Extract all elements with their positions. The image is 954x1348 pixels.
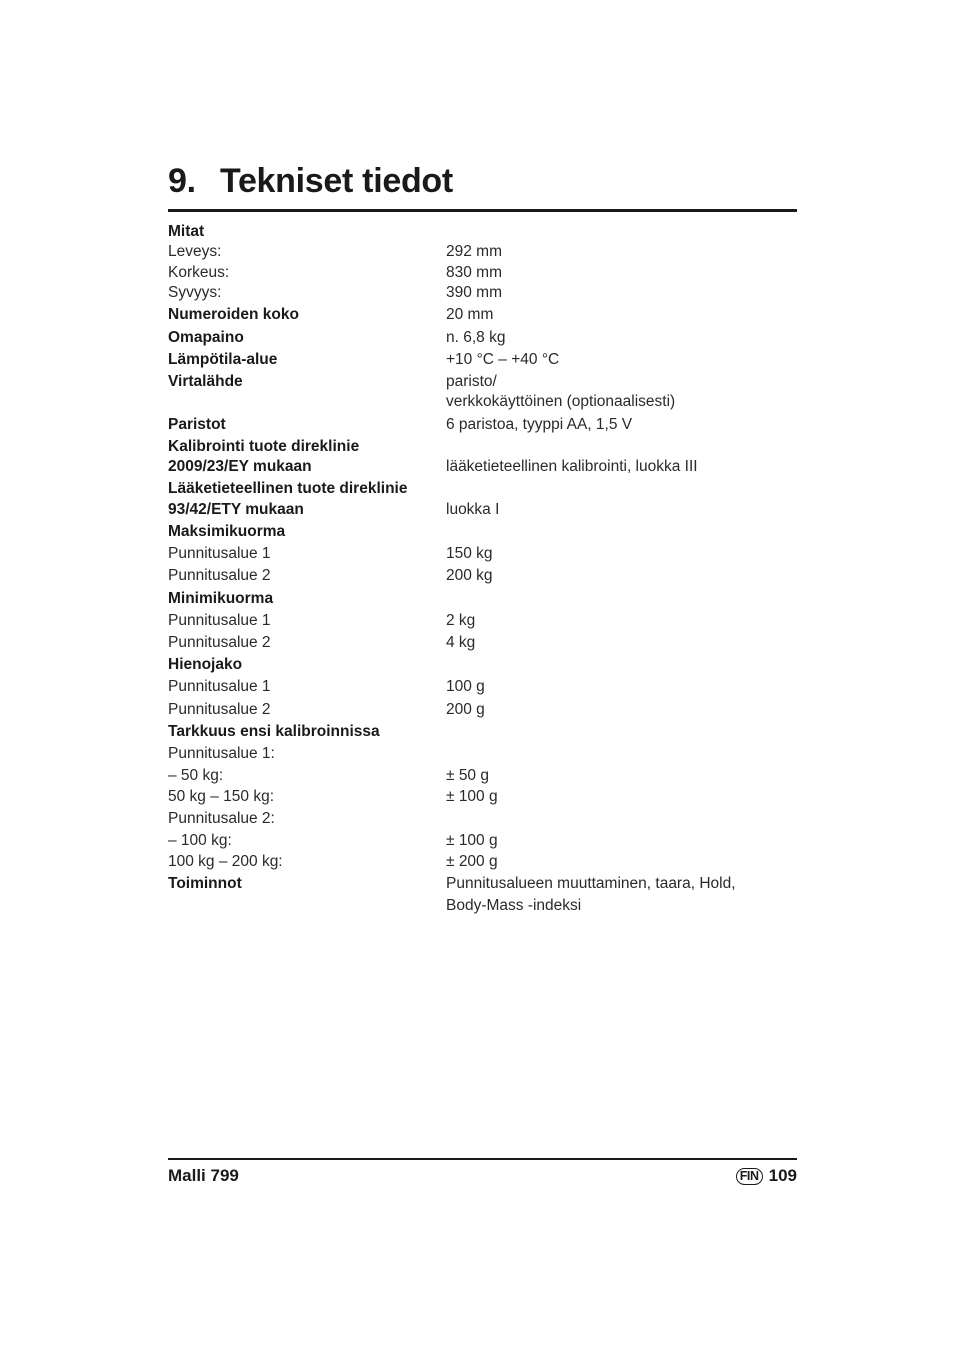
spec-row — [168, 544, 797, 564]
spec-label: 93/42/ETY mukaan — [168, 500, 304, 518]
spec-row — [168, 809, 797, 829]
spec-label: Punnitusalue 2: — [168, 809, 275, 827]
spec-value: 830 mm — [446, 263, 502, 281]
spec-label: 2009/23/EY mukaan — [168, 458, 312, 476]
spec-label: Korkeus: — [168, 263, 230, 281]
page-title — [168, 162, 453, 201]
spec-row — [168, 787, 797, 807]
spec-value: 4 kg — [446, 634, 476, 652]
spec-label: – 50 kg: — [168, 767, 224, 785]
spec-row — [168, 222, 797, 242]
spec-row — [168, 766, 797, 786]
spec-value: 390 mm — [446, 284, 502, 302]
spec-value — [446, 655, 797, 675]
spec-row — [168, 744, 797, 764]
spec-value: 20 mm — [446, 306, 494, 324]
spec-row — [168, 328, 797, 348]
spec-label: Maksimikuorma — [168, 523, 286, 541]
spec-label — [168, 392, 446, 412]
spec-row — [168, 415, 797, 435]
spec-value: ± 200 g — [446, 852, 498, 870]
spec-label: Punnitusalue 2 — [168, 567, 271, 585]
spec-value: 200 kg — [446, 567, 493, 585]
spec-value: Body-Mass -indeksi — [446, 896, 582, 914]
spec-row — [168, 633, 797, 653]
spec-value: ± 50 g — [446, 767, 489, 785]
spec-value: paristo/ — [446, 373, 497, 391]
language-badge: FIN — [736, 1168, 763, 1185]
spec-value — [446, 809, 797, 829]
spec-label: Paristot — [168, 415, 226, 433]
spec-value — [446, 437, 797, 457]
spec-row — [168, 677, 797, 697]
section-number: 9. — [168, 162, 196, 200]
spec-row — [168, 831, 797, 851]
spec-row — [168, 437, 797, 457]
spec-value: lääketieteellinen kalibrointi, luokka III — [446, 458, 698, 476]
model-name: Malli 799 — [168, 1166, 239, 1185]
spec-row — [168, 896, 797, 916]
spec-row — [168, 305, 797, 325]
spec-label: Kalibrointi tuote direklinie — [168, 437, 360, 455]
spec-value: Punnitusalueen muuttaminen, taara, Hold, — [446, 874, 736, 892]
spec-value — [446, 479, 797, 499]
page-number: 109 — [768, 1166, 797, 1185]
spec-value: 6 paristoa, tyyppi AA, 1,5 V — [446, 415, 633, 433]
spec-value — [446, 589, 797, 609]
spec-label: Punnitusalue 1 — [168, 678, 271, 696]
spec-row — [168, 522, 797, 542]
spec-row — [168, 611, 797, 631]
spec-value: 150 kg — [446, 545, 493, 563]
spec-row — [168, 350, 797, 370]
spec-value — [446, 522, 797, 542]
spec-label: 100 kg – 200 kg: — [168, 852, 283, 870]
spec-row — [168, 372, 797, 392]
spec-row — [168, 852, 797, 872]
spec-label: Punnitusalue 1 — [168, 545, 271, 563]
spec-value: ± 100 g — [446, 787, 498, 805]
spec-label: Numeroiden koko — [168, 306, 299, 324]
spec-value — [446, 222, 797, 242]
spec-value: 2 kg — [446, 611, 476, 629]
spec-row — [168, 722, 797, 742]
spec-label: Syvyys: — [168, 284, 222, 302]
spec-label: Hienojako — [168, 656, 243, 674]
spec-label: Punnitusalue 2 — [168, 700, 271, 718]
spec-row — [168, 263, 797, 283]
spec-value — [446, 722, 797, 742]
spec-value: 100 g — [446, 678, 485, 696]
footer-rule — [168, 1158, 797, 1160]
spec-label: Tarkkuus ensi kalibroinnissa — [168, 722, 380, 740]
spec-label: Mitat — [168, 223, 205, 240]
spec-row — [168, 589, 797, 609]
spec-value: 200 g — [446, 700, 485, 718]
spec-table — [168, 222, 797, 916]
spec-label: Minimikuorma — [168, 589, 274, 607]
spec-row — [168, 283, 797, 303]
spec-row — [168, 700, 797, 720]
spec-label: Punnitusalue 2 — [168, 634, 271, 652]
spec-value: 292 mm — [446, 243, 502, 261]
section-title: Tekniset tiedot — [220, 162, 453, 200]
title-rule — [168, 209, 797, 212]
spec-label: Punnitusalue 1 — [168, 611, 271, 629]
spec-value — [446, 744, 797, 764]
spec-label: Lääketieteellinen tuote direklinie — [168, 480, 408, 498]
spec-row — [168, 566, 797, 586]
spec-row — [168, 874, 797, 894]
spec-row — [168, 392, 797, 412]
spec-label — [168, 896, 446, 916]
spec-label: Punnitusalue 1: — [168, 745, 275, 763]
spec-label: Leveys: — [168, 243, 222, 261]
spec-label: Virtalähde — [168, 373, 243, 391]
page-marker — [736, 1166, 797, 1186]
spec-label: 50 kg – 150 kg: — [168, 787, 274, 805]
spec-value: +10 °C – +40 °C — [446, 350, 560, 368]
spec-label: Toiminnot — [168, 874, 242, 892]
spec-value: n. 6,8 kg — [446, 328, 506, 346]
spec-row — [168, 479, 797, 499]
spec-row — [168, 500, 797, 520]
spec-label: Omapaino — [168, 328, 244, 346]
spec-label: – 100 kg: — [168, 832, 232, 850]
spec-row — [168, 457, 797, 477]
spec-value: ± 100 g — [446, 832, 498, 850]
spec-row — [168, 655, 797, 675]
spec-row — [168, 242, 797, 262]
spec-label: Lämpötila-alue — [168, 350, 278, 368]
spec-value: verkkokäyttöinen (optionaalisesti) — [446, 393, 676, 411]
spec-value: luokka I — [446, 500, 500, 518]
